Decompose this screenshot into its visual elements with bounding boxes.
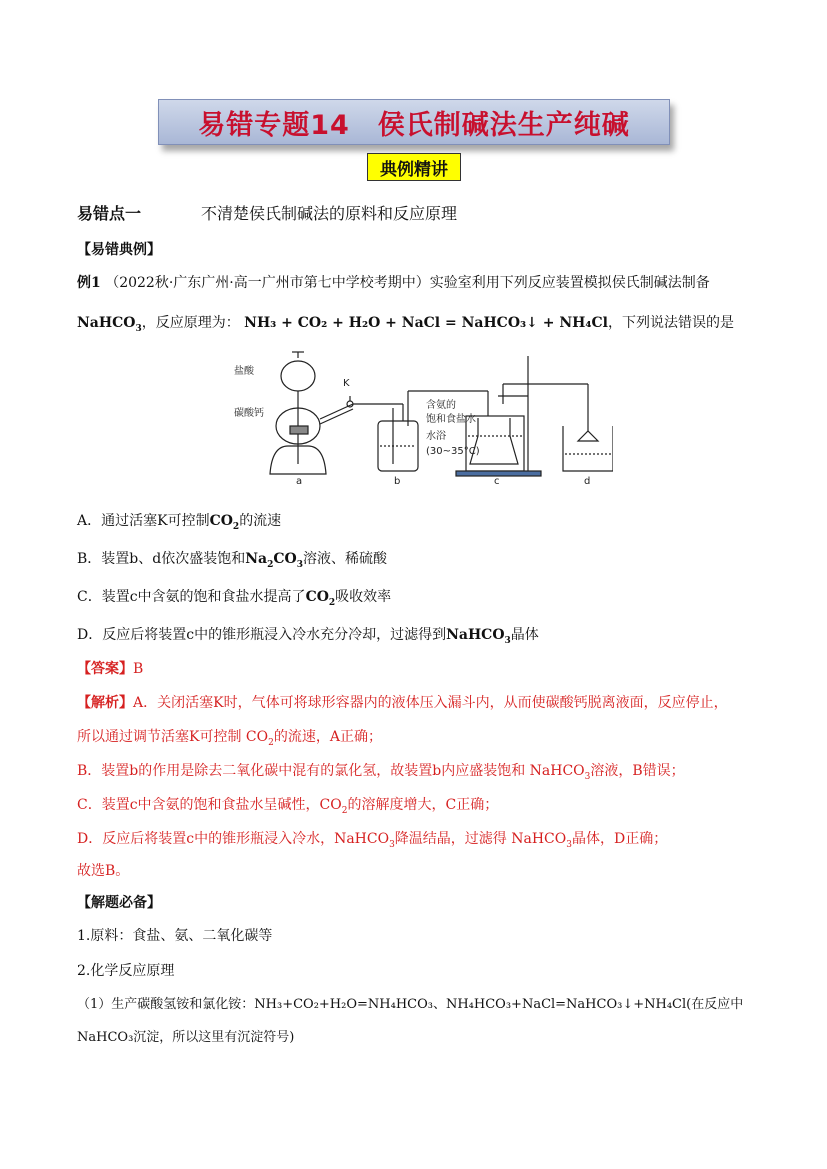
reaction-principle-label: ，反应原理为： [141, 315, 240, 331]
label-k: K [343, 378, 350, 389]
essentials-item-3-line-2: NaHCO₃沉淀，所以这里有沉淀符号) [77, 1030, 295, 1045]
error-point-text: 不清楚侯氏制碱法的原料和反应原理 [201, 204, 458, 223]
calcium-carbonate-solid [290, 426, 308, 434]
essentials-item-3-line-1: （1）生产碳酸氢铵和氯化铵：NH₃+CO₂+H₂O=NH₄HCO₃、NH₄HCO₃+NaCl=NaHCO₃↓+NH₄Cl(在反应中 [77, 997, 744, 1012]
section-typical-example: 【易错典例】 [77, 242, 161, 258]
answer-line [77, 658, 143, 678]
error-point-heading [77, 201, 457, 224]
answer-label: 【答案】 [77, 661, 133, 677]
reaction-equation: NH₃ + CO₂ + H₂O + NaCl = NaHCO₃↓ + NH₄Cl [244, 315, 608, 331]
page-title: 易错专题14 侯氏制碱法生产纯碱 [198, 109, 630, 141]
option-c: C．装置c中含氨的饱和食盐水提高了$CO_2$吸收效率 [77, 589, 392, 608]
label-ammoniated-2: 饱和食盐水 [426, 414, 476, 425]
section-essentials: 【解题必备】 [77, 895, 161, 911]
example-source: （2022秋·广东广州·高一广州市第七中学校考期中）实验室利用下列反应装置模拟侯氏制碱法制备 [105, 275, 710, 291]
label-calcium-carbonate: 碳酸钙 [234, 408, 264, 419]
analysis-label: 【解析】 [77, 695, 133, 711]
option-b: B．装置b、d依次盛装饱和$Na_2CO_3$溶液、稀硫酸 [77, 551, 387, 570]
answer-value: B [133, 661, 144, 677]
beaker-d [563, 426, 613, 471]
essentials-item-1: 1.原料：食盐、氨、二氧化碳等 [77, 928, 273, 944]
title-banner [158, 99, 670, 145]
option-d: D．反应后将装置c中的锥形瓶浸入冷水充分冷却，过滤得到NaHCO$_3$晶体 [77, 627, 539, 646]
label-c: c [494, 476, 500, 486]
essentials-item-2: 2.化学反应原理 [77, 963, 175, 979]
error-point-label: 易错点一 [77, 204, 142, 223]
label-ammoniated-1: 含氨的 [426, 400, 456, 411]
label-b: b [394, 476, 401, 486]
label-d: d [584, 476, 591, 486]
label-water-bath: 水浴 [426, 431, 446, 442]
example-label: 例1 [77, 275, 101, 291]
example-source-line [77, 272, 710, 292]
section-badge: 典例精讲 [367, 153, 461, 181]
option-a: A．通过活塞K可控制$CO_2$的流速 [77, 513, 282, 532]
analysis-line-3: B．装置b的作用是除去二氧化碳中混有的氯化氢，故装置b内应盛装饱和 NaHCO$_3$溶液，B错误； [77, 763, 685, 782]
analysis-line-2: 所以通过调节活塞K可控制 $CO_2$的流速，A正确； [77, 729, 382, 748]
label-a: a [296, 476, 303, 486]
example-equation-line [77, 312, 734, 334]
nahco3-formula: NaHCO$_3$ [77, 315, 142, 334]
question-stem: ，下列说法错误的是 [607, 315, 734, 331]
analysis-line-1: 【解析】A．关闭活塞K时，气体可将球形容器内的液体压入漏斗内，从而使碳酸钙脱离液面，反应停止， [77, 695, 728, 711]
conical-flask [470, 418, 518, 464]
analysis-line-5: D．反应后将装置c中的锥形瓶浸入冷水，NaHCO$_3$降温结晶，过滤得 NaHCO$_3$晶体，D正确； [77, 831, 668, 850]
kipp-funnel-bulb [281, 361, 315, 391]
label-bath-temp: (30~35°C) [426, 446, 480, 457]
analysis-line-4: C．装置c中含氨的饱和食盐水呈碱性，$CO_2$的溶解度增大，C正确； [77, 797, 499, 816]
apparatus-figure [228, 346, 613, 486]
label-hydrochloric-acid: 盐酸 [234, 366, 254, 377]
analysis-line-6: 故选B。 [77, 863, 130, 879]
